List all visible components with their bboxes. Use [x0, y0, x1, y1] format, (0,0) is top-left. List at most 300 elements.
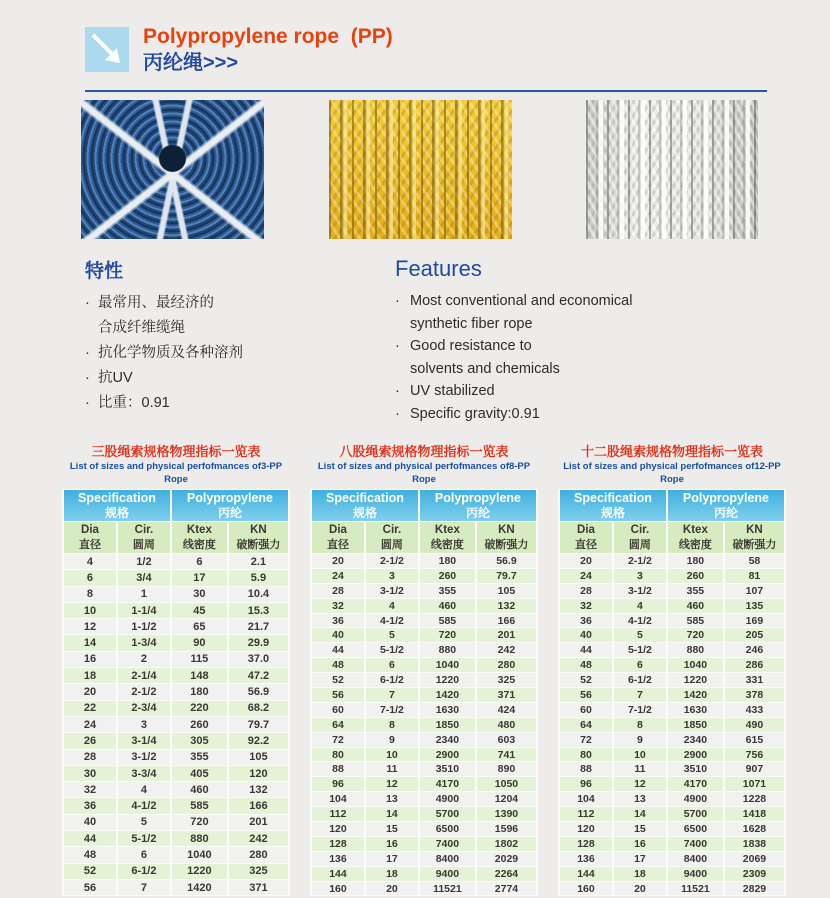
- table-cell: 405: [172, 766, 227, 781]
- table-cell: 56: [560, 688, 612, 702]
- table-cell: 12: [366, 777, 418, 791]
- table-group-header-row: [64, 490, 288, 521]
- spec-table-12pp: [558, 444, 786, 896]
- table-cell: 1838: [725, 837, 784, 851]
- polypropylene-group-header: [420, 490, 536, 521]
- table-cell: 880: [420, 643, 475, 657]
- table-cell: 79.7: [229, 717, 288, 732]
- table-cell: 160: [312, 882, 364, 896]
- table-cell: 166: [477, 614, 536, 628]
- table-cell: 7: [118, 880, 170, 895]
- table-cell: 585: [668, 614, 723, 628]
- table-cell: 1220: [668, 673, 723, 687]
- table-cell: 260: [172, 717, 227, 732]
- table-cell: 3-1/2: [614, 584, 666, 598]
- table-row: [312, 688, 536, 702]
- table-cell: 2340: [420, 733, 475, 747]
- table-row: [560, 733, 784, 747]
- bullet: ·: [395, 293, 400, 309]
- table-cell: 144: [312, 867, 364, 881]
- table-cell: 60: [560, 703, 612, 717]
- table-cell: 88: [312, 762, 364, 776]
- table-cell: 1204: [477, 792, 536, 806]
- group-label-zh: 丙纶: [713, 505, 738, 520]
- table-row: [64, 815, 288, 830]
- group-label-zh: 规格: [600, 505, 625, 520]
- table-row: [312, 718, 536, 732]
- table-row: [560, 867, 784, 881]
- table-cell: 72: [312, 733, 364, 747]
- table-row: [560, 599, 784, 613]
- bullet: [85, 316, 98, 341]
- feature-line: [85, 341, 385, 366]
- table-row: [560, 628, 784, 642]
- table-cell: 603: [477, 733, 536, 747]
- table-cell: 32: [560, 599, 612, 613]
- table-cell: 880: [668, 643, 723, 657]
- table-cell: 9400: [668, 867, 723, 881]
- table-cell: 2.1: [229, 554, 288, 569]
- table-cell: 104: [560, 792, 612, 806]
- table-cell: 15: [614, 822, 666, 836]
- table-cell: 180: [420, 554, 475, 568]
- table-row: [560, 554, 784, 568]
- table-row: [560, 837, 784, 851]
- table-cell: 3-1/2: [366, 584, 418, 598]
- feature-line: [395, 335, 695, 358]
- table-cell: 166: [229, 798, 288, 813]
- table-cell: 331: [725, 673, 784, 687]
- table-cell: 6: [614, 658, 666, 672]
- table-cell: 180: [668, 554, 723, 568]
- group-label-en: Polypropylene: [434, 490, 522, 505]
- table-cell: 6: [172, 554, 227, 569]
- table-cell: 52: [64, 864, 116, 879]
- table-cell: 907: [725, 762, 784, 776]
- table-row: [64, 717, 288, 732]
- table-cell: 132: [477, 599, 536, 613]
- table-cell: 21.7: [229, 619, 288, 634]
- table-row: [64, 619, 288, 634]
- product-photo-yellow-rope: [329, 100, 512, 239]
- table-cell: 13: [614, 792, 666, 806]
- table-cell: 36: [560, 614, 612, 628]
- table-cell: 1596: [477, 822, 536, 836]
- table-cell: 56: [64, 880, 116, 895]
- table-cell: 4: [366, 599, 418, 613]
- polypropylene-group-header: [172, 490, 288, 521]
- table-cell: 756: [725, 748, 784, 762]
- table-cell: 9400: [420, 867, 475, 881]
- table-cell: 12: [64, 619, 116, 634]
- table-cell: 24: [64, 717, 116, 732]
- table-row: [312, 673, 536, 687]
- column-header-dia: Dia 直径: [312, 522, 364, 553]
- table-title-en: List of sizes and physical perfofmances of3-PP Rope: [69, 461, 283, 485]
- table-cell: 205: [725, 628, 784, 642]
- table-cell: 246: [725, 643, 784, 657]
- table-cell: 18: [64, 668, 116, 683]
- table-row: [560, 688, 784, 702]
- table-cell: 4900: [420, 792, 475, 806]
- table-cell: 7400: [420, 837, 475, 851]
- table-cell: 18: [614, 867, 666, 881]
- table-cell: 72: [560, 733, 612, 747]
- table-cell: 160: [560, 882, 612, 896]
- table-cell: 4: [118, 782, 170, 797]
- table-cell: 2-3/4: [118, 701, 170, 716]
- table-cell: 585: [420, 614, 475, 628]
- bullet: ·: [395, 383, 400, 399]
- table-cell: 433: [725, 703, 784, 717]
- table-cell: 6500: [420, 822, 475, 836]
- feature-text: 抗化学物质及各种溶剂: [98, 345, 243, 361]
- table-cell: 92.2: [229, 733, 288, 748]
- table-cell: 8400: [420, 852, 475, 866]
- spec-table-3pp: [62, 444, 290, 896]
- table-cell: 29.9: [229, 635, 288, 650]
- table-row: [312, 628, 536, 642]
- page-header: [143, 24, 393, 76]
- page-title-zh: 丙纶绳>>>: [143, 52, 239, 74]
- feature-text: 合成纤维缆绳: [98, 320, 185, 336]
- table-row: [64, 701, 288, 716]
- table-row: [64, 880, 288, 895]
- table-cell: 1040: [668, 658, 723, 672]
- table-cell: 9: [366, 733, 418, 747]
- table-cell: 136: [312, 852, 364, 866]
- features-section-zh: [85, 256, 385, 416]
- table-cell: 355: [668, 584, 723, 598]
- bullet: ·: [395, 405, 400, 422]
- table-cell: 4900: [668, 792, 723, 806]
- table-cell: 7-1/2: [366, 703, 418, 717]
- table-cell: 325: [477, 673, 536, 687]
- table-cell: 56.9: [477, 554, 536, 568]
- table-cell: 120: [312, 822, 364, 836]
- table-cell: 6-1/2: [118, 864, 170, 879]
- table-cell: 720: [420, 628, 475, 642]
- table-cell: 720: [668, 628, 723, 642]
- table-cell: 128: [312, 837, 364, 851]
- table-cell: 169: [725, 614, 784, 628]
- table-cell: 10.4: [229, 587, 288, 602]
- table-cell: 32: [64, 782, 116, 797]
- table-cell: 5: [118, 815, 170, 830]
- table-row: [312, 807, 536, 821]
- table-cell: 2309: [725, 867, 784, 881]
- table-cell: 325: [229, 864, 288, 879]
- table-cell: 242: [477, 643, 536, 657]
- table-cell: 2-1/2: [118, 684, 170, 699]
- table-cell: 1-3/4: [118, 635, 170, 650]
- table-cell: 1040: [420, 658, 475, 672]
- column-header-cir: Cir. 圆周: [614, 522, 666, 553]
- table-cell: 1850: [668, 718, 723, 732]
- table-cell: 148: [172, 668, 227, 683]
- feature-text: Most conventional and economical: [410, 293, 633, 309]
- table-cell: 48: [560, 658, 612, 672]
- table-cell: 3: [366, 569, 418, 583]
- table-cell: 80: [312, 748, 364, 762]
- feature-line: [85, 391, 385, 416]
- table-cell: 1802: [477, 837, 536, 851]
- table-cell: 3-3/4: [118, 766, 170, 781]
- bullet: ·: [85, 295, 90, 311]
- table-title-en: List of sizes and physical perfofmances of12-PP Rope: [563, 461, 781, 485]
- table-row: [560, 882, 784, 896]
- table-row: [560, 703, 784, 717]
- table-cell: 120: [560, 822, 612, 836]
- feature-line: [395, 290, 695, 313]
- product-photo-white-rope: [586, 100, 758, 239]
- column-header-dia: Dia 直径: [64, 522, 116, 553]
- table-cell: 40: [560, 628, 612, 642]
- table-cell: 2-1/2: [614, 554, 666, 568]
- table-cell: 64: [560, 718, 612, 732]
- table-cell: 14: [64, 635, 116, 650]
- table-cell: 7400: [668, 837, 723, 851]
- table-cell: 280: [477, 658, 536, 672]
- group-label-en: Polypropylene: [186, 490, 274, 505]
- table-cell: 1850: [420, 718, 475, 732]
- table-cell: 1420: [172, 880, 227, 895]
- table-cell: 10: [64, 603, 116, 618]
- table-row: [64, 766, 288, 781]
- table-cell: 260: [420, 569, 475, 583]
- table-cell: 2264: [477, 867, 536, 881]
- column-header-ktex: Ktex 线密度: [668, 522, 723, 553]
- table-cell: 28: [64, 750, 116, 765]
- table-cell: 2829: [725, 882, 784, 896]
- table-cell: 112: [312, 807, 364, 821]
- table-cell: 1: [118, 587, 170, 602]
- table-cell: 201: [477, 628, 536, 642]
- table-cell: 68.2: [229, 701, 288, 716]
- feature-line: [395, 380, 695, 403]
- table-row: [560, 658, 784, 672]
- table-row: [560, 822, 784, 836]
- table-cell: 105: [477, 584, 536, 598]
- table-cell: 135: [725, 599, 784, 613]
- table-cell: 1630: [420, 703, 475, 717]
- table-cell: 4-1/2: [614, 614, 666, 628]
- product-photo-blue-rope-coil: [81, 100, 264, 239]
- column-header-cir: Cir. 圆周: [118, 522, 170, 553]
- table-cell: 17: [366, 852, 418, 866]
- table-cell: 20: [312, 554, 364, 568]
- table-row: [312, 762, 536, 776]
- table-cell: 24: [312, 569, 364, 583]
- table-column-header-row: [560, 522, 784, 553]
- table-cell: 37.0: [229, 652, 288, 667]
- table-cell: 242: [229, 831, 288, 846]
- features-heading-zh: 特性: [85, 261, 124, 282]
- table-cell: 48: [312, 658, 364, 672]
- table-cell: 490: [725, 718, 784, 732]
- table-cell: 44: [560, 643, 612, 657]
- table-cell: 2340: [668, 733, 723, 747]
- table-cell: 741: [477, 748, 536, 762]
- feature-text: solvents and chemicals: [410, 360, 560, 377]
- table-cell: 3: [614, 569, 666, 583]
- table-cell: 5700: [420, 807, 475, 821]
- table-cell: 2900: [668, 748, 723, 762]
- table-cell: 890: [477, 762, 536, 776]
- table-cell: 1050: [477, 777, 536, 791]
- feature-text: Good resistance to: [410, 338, 532, 354]
- table-row: [64, 635, 288, 650]
- table-cell: 7: [366, 688, 418, 702]
- table-cell: 1390: [477, 807, 536, 821]
- table-row: [312, 614, 536, 628]
- feature-text: synthetic fiber rope: [410, 315, 533, 332]
- table-row: [64, 652, 288, 667]
- table-cell: 460: [668, 599, 723, 613]
- column-header-kn: KN 破断强力: [725, 522, 784, 553]
- table-title-zh: 十二股绳索规格物理指标一览表: [580, 444, 763, 459]
- table-row: [560, 673, 784, 687]
- polypropylene-group-header: [668, 490, 784, 521]
- table-cell: 120: [229, 766, 288, 781]
- table-cell: 1420: [420, 688, 475, 702]
- table-cell: 5: [614, 628, 666, 642]
- table-cell: 6: [64, 570, 116, 585]
- table-cell: 17: [172, 570, 227, 585]
- table-cell: 5: [366, 628, 418, 642]
- table-cell: 355: [420, 584, 475, 598]
- table-cell: 88: [560, 762, 612, 776]
- table-cell: 5-1/2: [118, 831, 170, 846]
- table-title-zh: 八股绳索规格物理指标一览表: [339, 444, 509, 459]
- table-cell: 3/4: [118, 570, 170, 585]
- table-row: [64, 798, 288, 813]
- group-label-en: Specification: [78, 490, 156, 505]
- table-cell: 44: [64, 831, 116, 846]
- table-cell: 56: [312, 688, 364, 702]
- header-divider: [85, 90, 767, 92]
- table-cell: 58: [725, 554, 784, 568]
- bullet: ·: [395, 338, 400, 354]
- group-label-en: Specification: [326, 490, 404, 505]
- table-cell: 5-1/2: [614, 643, 666, 657]
- table-cell: 585: [172, 798, 227, 813]
- group-label-zh: 丙纶: [465, 505, 490, 520]
- table-row: [64, 847, 288, 862]
- table-cell: 26: [64, 733, 116, 748]
- table-cell: 6-1/2: [614, 673, 666, 687]
- table-cell: 14: [366, 807, 418, 821]
- table-cell: 4-1/2: [118, 798, 170, 813]
- table-cell: 305: [172, 733, 227, 748]
- table-cell: 20: [560, 554, 612, 568]
- table-row: [312, 569, 536, 583]
- table-cell: 280: [229, 847, 288, 862]
- table-row: [64, 684, 288, 699]
- table-cell: 79.7: [477, 569, 536, 583]
- table-cell: 16: [614, 837, 666, 851]
- table-cell: 1420: [668, 688, 723, 702]
- table-cell: 7-1/2: [614, 703, 666, 717]
- table-cell: 2029: [477, 852, 536, 866]
- table-cell: 201: [229, 815, 288, 830]
- table-row: [64, 554, 288, 569]
- table-cell: 22: [64, 701, 116, 716]
- table-cell: 15: [366, 822, 418, 836]
- table-cell: 2069: [725, 852, 784, 866]
- table-cell: 460: [172, 782, 227, 797]
- specification-group-header: [312, 490, 418, 521]
- features-section-en: [395, 256, 695, 425]
- table-row: [312, 837, 536, 851]
- table-cell: 96: [560, 777, 612, 791]
- feature-text: UV stabilized: [410, 383, 495, 399]
- feature-line: [85, 366, 385, 391]
- group-label-en: Specification: [574, 490, 652, 505]
- group-label-zh: 丙纶: [217, 505, 242, 520]
- table-cell: 4170: [668, 777, 723, 791]
- spec-table-8pp: [310, 444, 538, 896]
- table-row: [64, 831, 288, 846]
- column-header-cir: Cir. 圆周: [366, 522, 418, 553]
- table-row: [312, 777, 536, 791]
- table-cell: 52: [560, 673, 612, 687]
- group-label-en: Polypropylene: [682, 490, 770, 505]
- table-cell: 3-1/2: [118, 750, 170, 765]
- table-cell: 480: [477, 718, 536, 732]
- table-row: [312, 748, 536, 762]
- features-heading-en: Features: [395, 256, 482, 281]
- table-cell: 20: [614, 882, 666, 896]
- table-cell: 378: [725, 688, 784, 702]
- table-cell: 260: [668, 569, 723, 583]
- table-cell: 8: [64, 587, 116, 602]
- table-cell: 180: [172, 684, 227, 699]
- table-cell: 80: [560, 748, 612, 762]
- specification-group-header: [64, 490, 170, 521]
- column-header-ktex: Ktex 线密度: [420, 522, 475, 553]
- table-row: [64, 750, 288, 765]
- bullet: ·: [85, 395, 90, 411]
- table-cell: 47.2: [229, 668, 288, 683]
- table-cell: 6: [366, 658, 418, 672]
- table-cell: 2: [118, 652, 170, 667]
- table-row: [64, 864, 288, 879]
- table-cell: 64: [312, 718, 364, 732]
- group-label-zh: 规格: [352, 505, 377, 520]
- table-column-header-row: [312, 522, 536, 553]
- table-cell: 30: [64, 766, 116, 781]
- table-cell: 5.9: [229, 570, 288, 585]
- table-cell: 4-1/2: [366, 614, 418, 628]
- table-cell: 52: [312, 673, 364, 687]
- table-cell: 9: [614, 733, 666, 747]
- table-row: [312, 584, 536, 598]
- table-cell: 1228: [725, 792, 784, 806]
- table-cell: 128: [560, 837, 612, 851]
- feature-line: [395, 313, 695, 336]
- table-cell: 18: [366, 867, 418, 881]
- table-title-en: List of sizes and physical perfofmances of8-PP Rope: [317, 461, 531, 485]
- table-cell: 1-1/2: [118, 619, 170, 634]
- table-cell: 8: [366, 718, 418, 732]
- table-cell: 20: [366, 882, 418, 896]
- table-cell: 720: [172, 815, 227, 830]
- table-row: [64, 668, 288, 683]
- table-cell: 17: [614, 852, 666, 866]
- table-cell: 3: [118, 717, 170, 732]
- table-row: [560, 584, 784, 598]
